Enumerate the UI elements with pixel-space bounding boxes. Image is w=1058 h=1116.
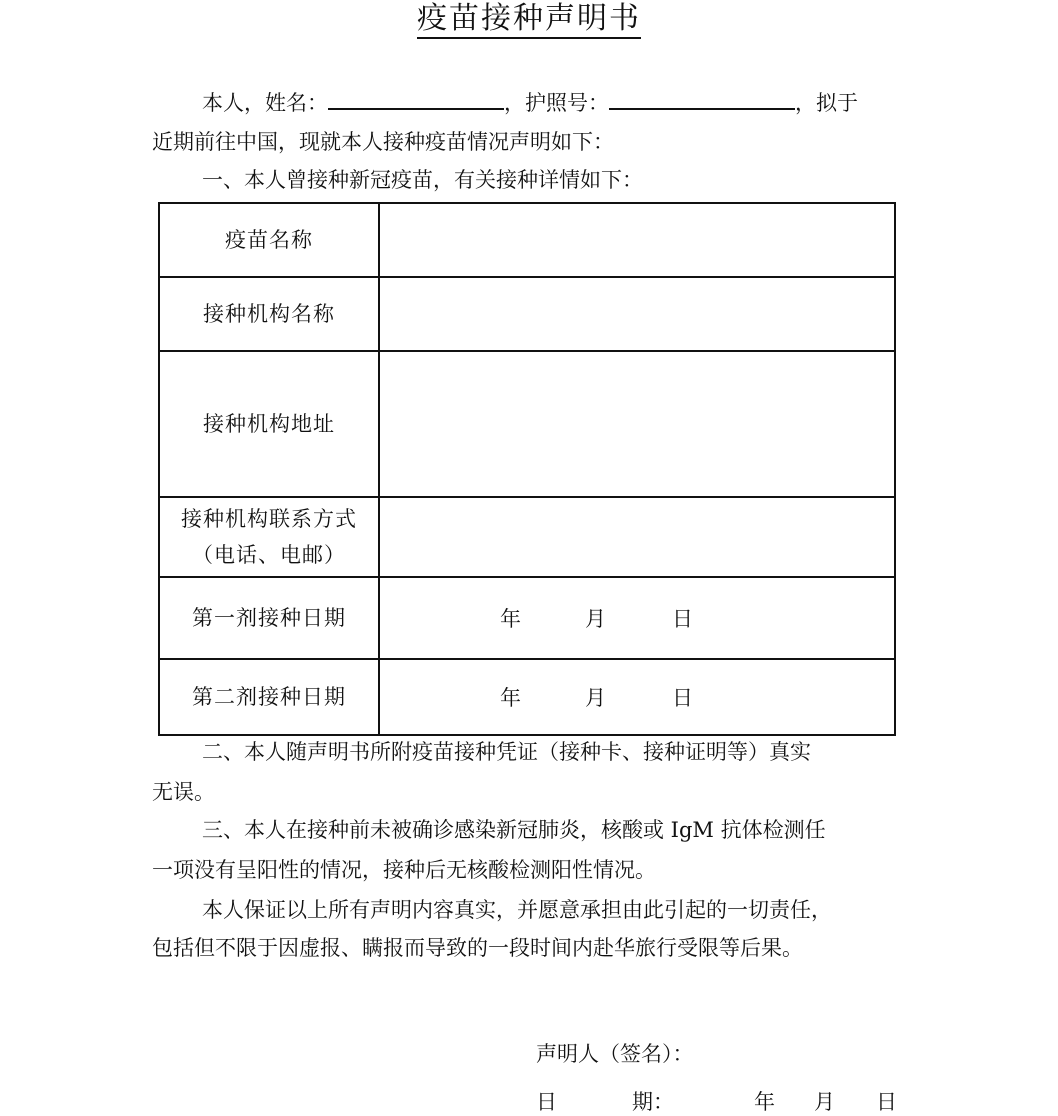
section-3-line-2: 一项没有呈阳性的情况，接种后无核酸检测阳性情况。 — [152, 858, 656, 882]
name-label: 本人，姓名： — [202, 91, 328, 115]
declarant-signature-label: 声明人（签名）： — [536, 1042, 694, 1066]
month-label: 月 — [585, 607, 606, 631]
month-label: 月 — [585, 686, 606, 710]
passport-blank[interactable] — [609, 88, 795, 110]
vaccine-name-label: 疫苗名称 — [159, 203, 379, 277]
signature-day-label: 日 — [876, 1090, 897, 1114]
section-1-heading: 一、本人曾接种新冠疫苗，有关接种详情如下： — [202, 168, 643, 192]
second-dose-date-field[interactable] — [379, 659, 895, 735]
table-row — [159, 659, 895, 735]
institution-address-field[interactable] — [379, 351, 895, 497]
first-dose-date-field[interactable] — [379, 577, 895, 659]
institution-address-label: 接种机构地址 — [159, 351, 379, 497]
intro-line-1 — [202, 88, 858, 117]
intro-line-2: 近期前往中国，现就本人接种疫苗情况声明如下： — [152, 130, 614, 154]
day-label: 日 — [672, 607, 693, 631]
signature-year-label: 年 — [754, 1090, 775, 1114]
table-row — [159, 277, 895, 351]
name-blank[interactable] — [328, 88, 504, 110]
institution-name-label: 接种机构名称 — [159, 277, 379, 351]
table-row — [159, 203, 895, 277]
day-label: 日 — [672, 686, 693, 710]
table-row — [159, 497, 895, 577]
guarantee-line-1: 本人保证以上所有声明内容真实，并愿意承担由此引起的一切责任， — [202, 898, 832, 922]
contact-label-line-2: （电话、电邮） — [192, 543, 346, 567]
date-label-2: 期： — [632, 1090, 674, 1114]
intro-tail: ，拟于 — [795, 91, 858, 115]
date-label-1: 日 — [536, 1090, 557, 1114]
table-row — [159, 577, 895, 659]
institution-name-field[interactable] — [379, 277, 895, 351]
vaccine-name-field[interactable] — [379, 203, 895, 277]
second-dose-label: 第二剂接种日期 — [159, 659, 379, 735]
guarantee-line-2: 包括但不限于因虚报、瞒报而导致的一段时间内赴华旅行受限等后果。 — [152, 936, 803, 960]
first-dose-label: 第一剂接种日期 — [159, 577, 379, 659]
section-3-line-1: 三、本人在接种前未被确诊感染新冠肺炎，核酸或 IgM 抗体检测任 — [202, 818, 826, 842]
section-2-line-2: 无误。 — [152, 780, 215, 804]
contact-label-line-1: 接种机构联系方式 — [181, 507, 357, 531]
document-title: 疫苗接种声明书 — [0, 0, 1058, 38]
signature-month-label: 月 — [814, 1090, 835, 1114]
section-2-line-1: 二、本人随声明书所附疫苗接种凭证（接种卡、接种证明等）真实 — [202, 740, 811, 764]
institution-contact-field[interactable] — [379, 497, 895, 577]
vaccination-details-table — [158, 202, 896, 736]
year-label: 年 — [500, 607, 521, 631]
table-row — [159, 351, 895, 497]
passport-label: ，护照号： — [504, 91, 609, 115]
institution-contact-label — [159, 497, 379, 577]
year-label: 年 — [500, 686, 521, 710]
